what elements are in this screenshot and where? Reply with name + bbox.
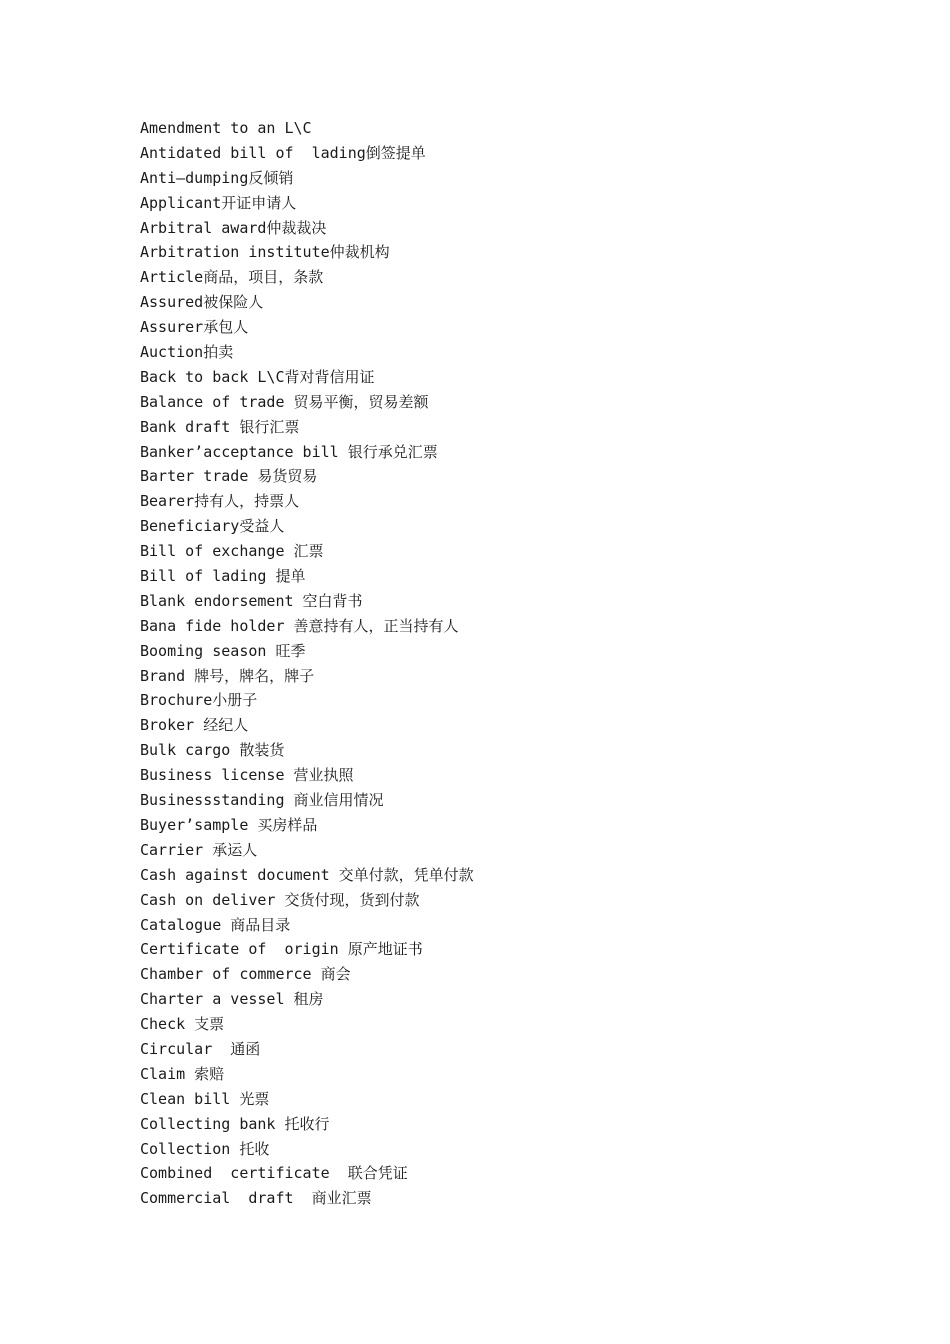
glossary-entry: Clean bill 光票 bbox=[140, 1089, 270, 1108]
glossary-entry: Balance of trade 贸易平衡，贸易差额 bbox=[140, 392, 429, 411]
glossary-entry: Broker 经纪人 bbox=[140, 716, 249, 735]
glossary-entry: Brochure小册子 bbox=[140, 691, 258, 710]
glossary-entry: Barter trade 易货贸易 bbox=[140, 467, 318, 486]
glossary-entry: Commercial draft 商业汇票 bbox=[140, 1189, 372, 1208]
glossary-entry: Combined certificate 联合凭证 bbox=[140, 1164, 408, 1183]
glossary-entry: Catalogue 商品目录 bbox=[140, 915, 291, 934]
glossary-entry: Cash on deliver 交货付现，货到付款 bbox=[140, 890, 420, 909]
glossary-entry: Assured被保险人 bbox=[140, 293, 264, 312]
glossary-entry: Antidated bill of lading倒签提单 bbox=[140, 143, 426, 162]
glossary-entry: Arbitration institute仲裁机构 bbox=[140, 243, 390, 262]
glossary-entry: Bana fide holder 善意持有人，正当持有人 bbox=[140, 616, 459, 635]
glossary-entry: Businessstanding 商业信用情况 bbox=[140, 791, 384, 810]
glossary-entry: Applicant开证申请人 bbox=[140, 193, 297, 212]
glossary-entry: Anti—dumping反倾销 bbox=[140, 168, 294, 187]
glossary-entry: Charter a vessel 租房 bbox=[140, 990, 324, 1009]
glossary-entry: Claim 索赔 bbox=[140, 1064, 225, 1083]
glossary-entry: Buyer’sample 买房样品 bbox=[140, 815, 318, 834]
glossary-entry: Brand 牌号，牌名，牌子 bbox=[140, 666, 315, 685]
glossary-entry: Auction拍卖 bbox=[140, 343, 234, 362]
glossary-entry: Blank endorsement 空白背书 bbox=[140, 591, 363, 610]
glossary-list bbox=[140, 116, 474, 1211]
glossary-entry: Bulk cargo 散装货 bbox=[140, 741, 285, 760]
glossary-entry: Check 支票 bbox=[140, 1015, 225, 1034]
glossary-entry: Bill of exchange 汇票 bbox=[140, 542, 324, 561]
glossary-entry: Chamber of commerce 商会 bbox=[140, 965, 351, 984]
glossary-entry: Arbitral award仲裁裁决 bbox=[140, 218, 327, 237]
glossary-entry: Amendment to an L\C bbox=[140, 119, 312, 137]
glossary-entry: Back to back L\C背对背信用证 bbox=[140, 367, 375, 386]
glossary-entry: Article商品，项目，条款 bbox=[140, 268, 324, 287]
glossary-entry: Cash against document 交单付款，凭单付款 bbox=[140, 865, 474, 884]
glossary-entry: Banker’acceptance bill 银行承兑汇票 bbox=[140, 442, 438, 461]
glossary-entry: Bill of lading 提单 bbox=[140, 567, 306, 586]
glossary-entry: Bank draft 银行汇票 bbox=[140, 417, 300, 436]
glossary-entry: Carrier 承运人 bbox=[140, 840, 258, 859]
glossary-entry: Beneficiary受益人 bbox=[140, 517, 285, 536]
glossary-entry: Certificate of origin 原产地证书 bbox=[140, 940, 423, 959]
glossary-entry: Business license 营业执照 bbox=[140, 766, 354, 785]
glossary-entry: Circular 通函 bbox=[140, 1039, 261, 1058]
glossary-entry: Collection 托收 bbox=[140, 1139, 270, 1158]
glossary-entry: Bearer持有人，持票人 bbox=[140, 492, 300, 511]
glossary-entry: Collecting bank 托收行 bbox=[140, 1114, 330, 1133]
glossary-entry: Assurer承包人 bbox=[140, 318, 249, 337]
glossary-entry: Booming season 旺季 bbox=[140, 641, 306, 660]
